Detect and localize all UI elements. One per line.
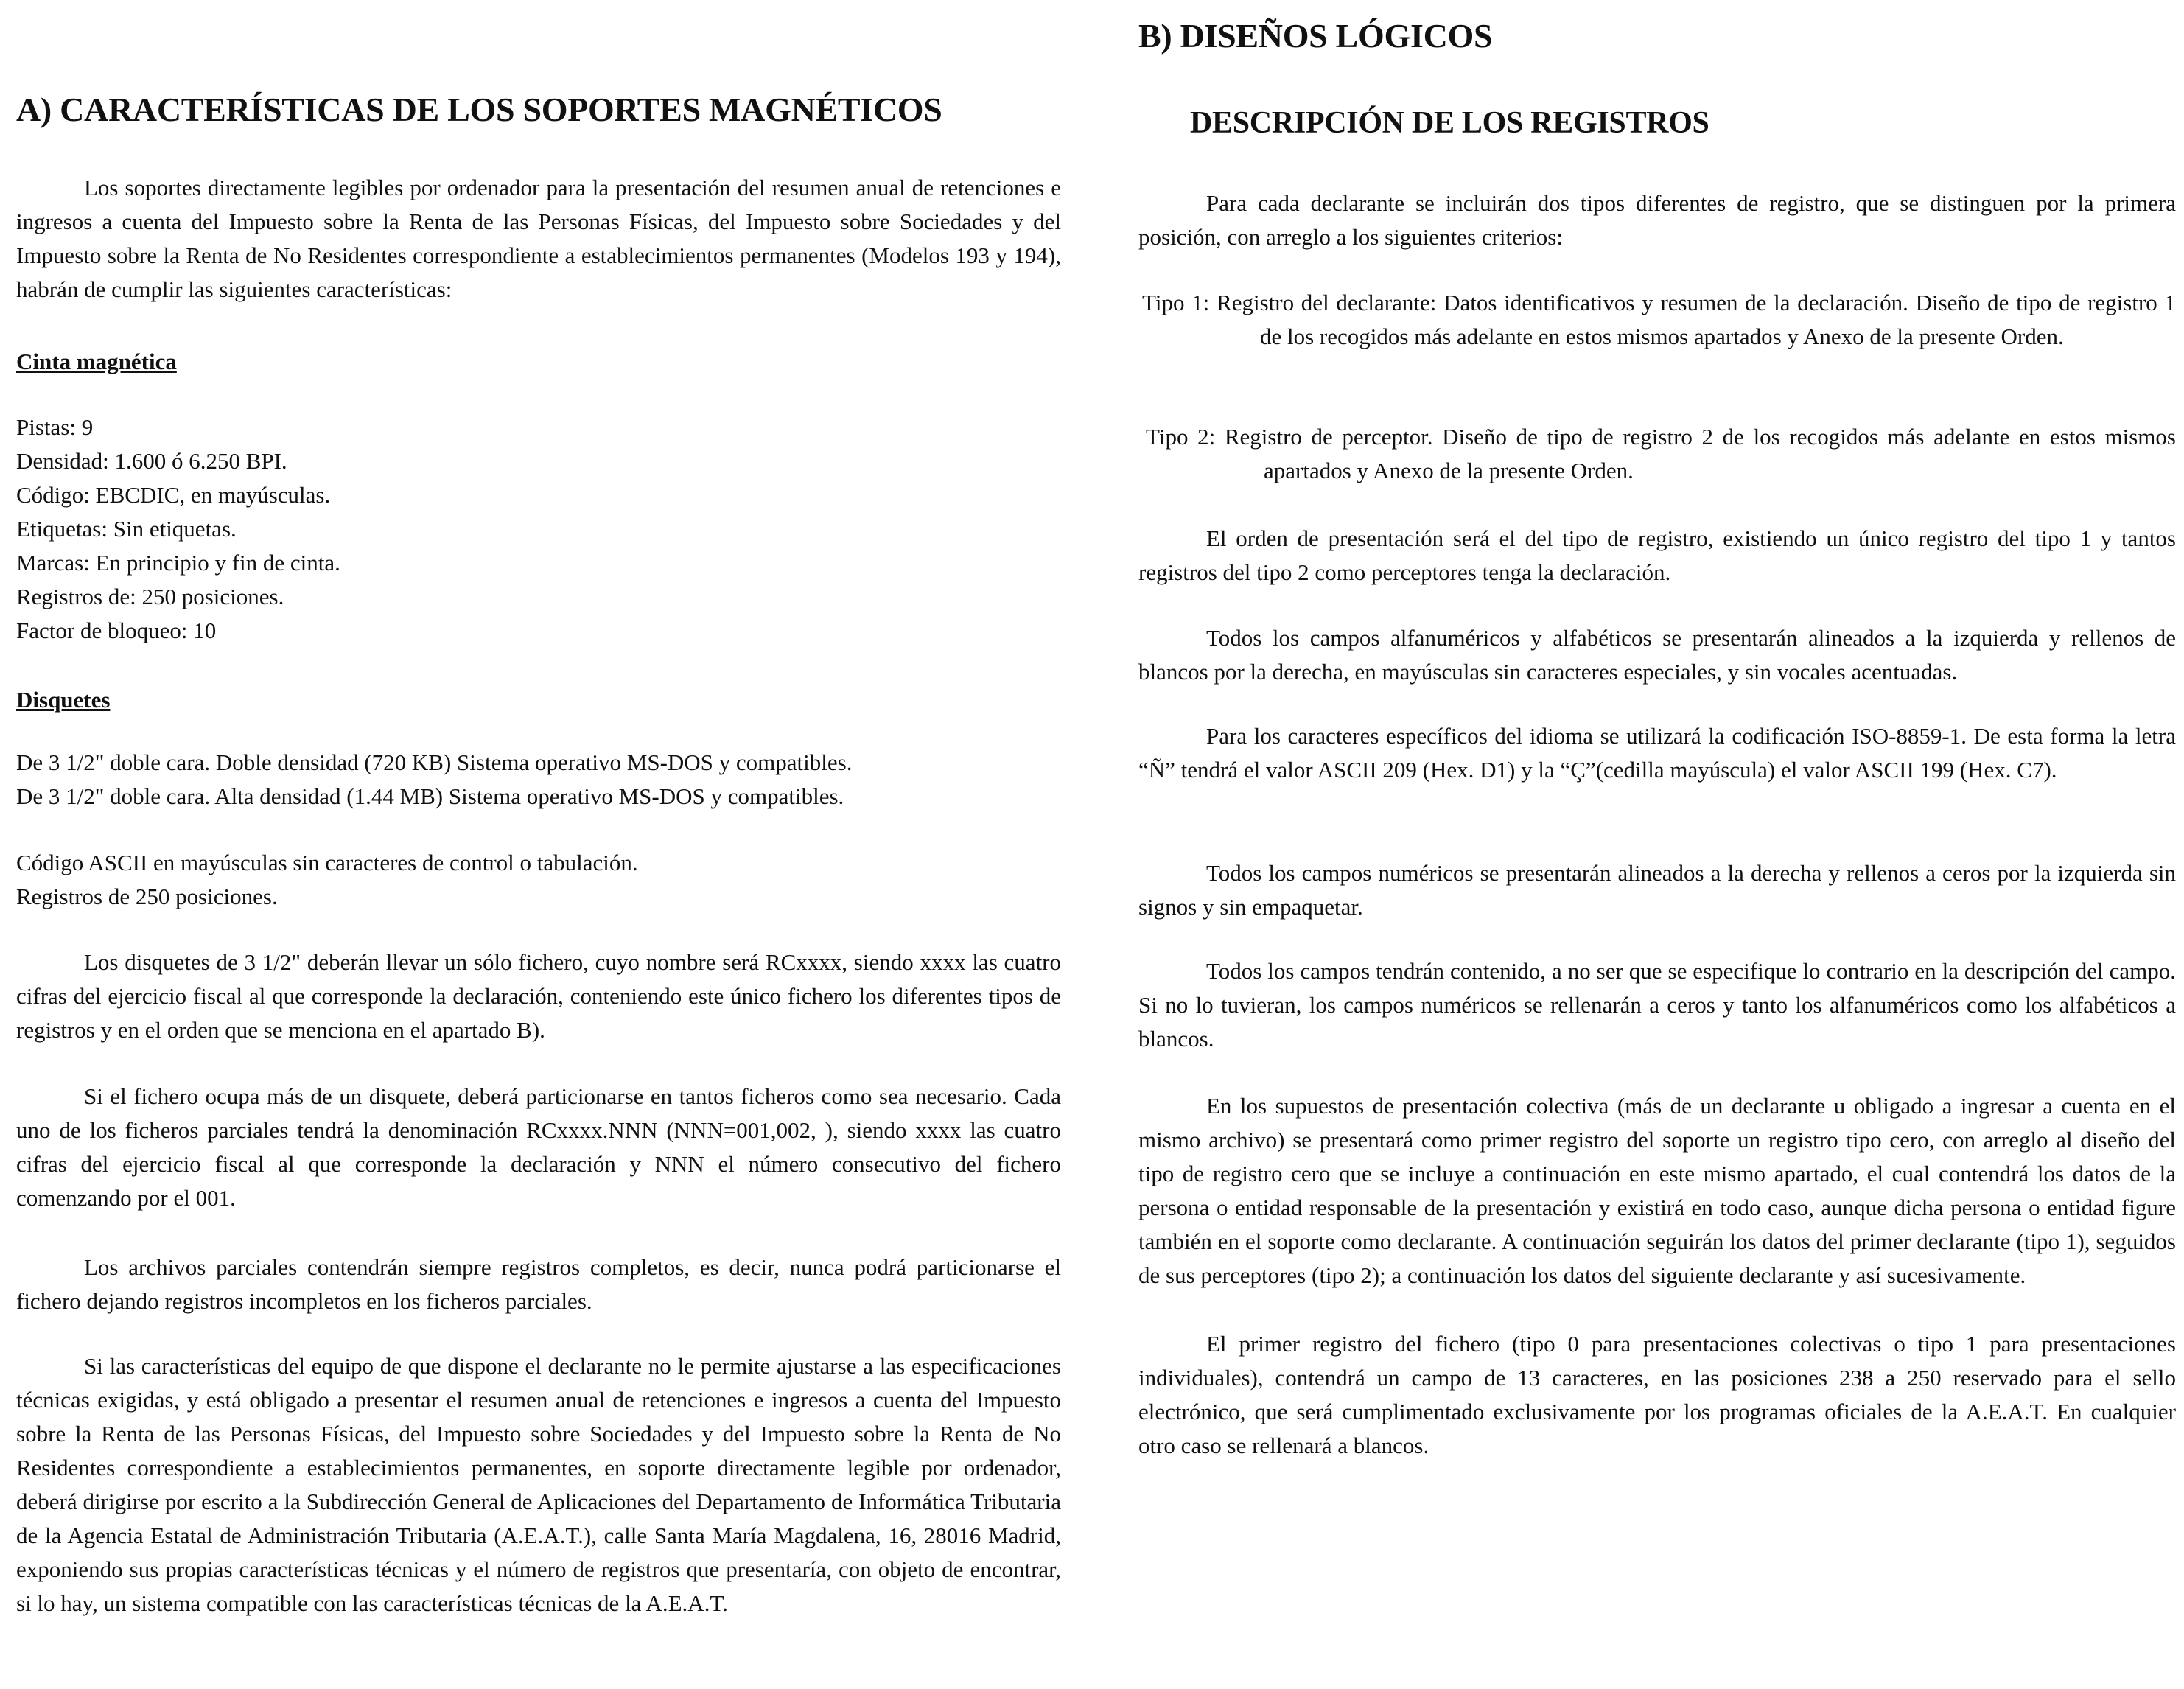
- para-alfanumericos: Todos los campos alfanuméricos y alfabéticos se presentarán alineados a la izquierda y rellenos de blancos por la derecha, en mayúsculas sin caracteres especiales, y sin vocales acentuadas.: [1138, 625, 2176, 685]
- cinta-spec-line: Pistas: 9: [16, 414, 94, 440]
- cinta-spec-line: Registros de: 250 posiciones.: [16, 584, 284, 609]
- cinta-spec-list: [16, 410, 1061, 648]
- section-b-subtitle: DESCRIPCIÓN DE LOS REGISTROS: [1190, 106, 1709, 140]
- tipo-2-description: Tipo 2: Registro de perceptor. Diseño de tipo de registro 2 de los recogidos más adelante en estos mismos apartados y Anexo de la presente Orden.: [1146, 424, 2176, 483]
- disquetes-spec-list: [16, 746, 1061, 814]
- para-particion: Si el fichero ocupa más de un disquete, deberá particionarse en tantos ficheros como sea necesario. Cada uno de los ficheros parciales tendrá la denominación RCxxxx.NNN (NNN=001,002, ), siendo xxxx las cuatro cifras del ejercicio fiscal al que corresponde la declaración y NNN el número consecutivo del fichero comenzando por el 001.: [16, 1083, 1061, 1211]
- cinta-spec-line: Marcas: En principio y fin de cinta.: [16, 550, 340, 576]
- section-b-intro: Para cada declarante se incluirán dos tipos diferentes de registro, que se distinguen por la primera posición, con arreglo a los siguientes criterios:: [1138, 190, 2176, 250]
- para-sello: El primer registro del fichero (tipo 0 para presentaciones colectivas o tipo 1 para presentaciones individuales), contendrá un campo de 13 caracteres, en las posiciones 238 a 250 reservado para el sello electrónico, que será cumplimentado exclusivamente por los programas oficiales de la A.E.A.T. En cualquier otro caso se rellenará a blancos.: [1138, 1331, 2176, 1458]
- disquetes-encoding-line: Código ASCII en mayúsculas sin caracteres de control o tabulación.: [16, 850, 638, 875]
- para-numericos: Todos los campos numéricos se presentarán alineados a la derecha y rellenos a ceros por la izquierda sin signos y sin empaquetar.: [1138, 860, 2176, 920]
- cinta-spec-line: Factor de bloqueo: 10: [16, 618, 217, 643]
- cinta-spec-line: Código: EBCDIC, en mayúsculas.: [16, 482, 331, 508]
- para-equipo: Si las características del equipo de que dispone el declarante no le permite ajustarse a las especificaciones técnicas exigidas, y está obligado a presentar el resumen anual de retenciones e ingresos a cuenta del Impuesto sobre la Renta de las Personas Físicas, del Impuesto sobre Sociedades y del Impuesto sobre la Renta de No Residentes correspondiente a establecimientos permanentes, en soporte directamente legible por ordenador, deberá dirigirse por escrito a la Subdirección General de Aplicaciones del Departamento de Informática Tributaria de la Agencia Estatal de Administración Tributaria (A.E.A.T.), calle Santa María Magdalena, 16, 28016 Madrid, exponiendo sus propias características técnicas y el número de registros que presentaría, con objeto de encontrar, si lo hay, un sistema compatible con las características técnicas de la A.E.A.T.: [16, 1353, 1061, 1616]
- para-parciales: Los archivos parciales contendrán siempre registros completos, es decir, nunca podrá particionarse el fichero dejando registros incompletos en los ficheros parciales.: [16, 1254, 1061, 1314]
- para-contenido: Todos los campos tendrán contenido, a no ser que se especifique lo contrario en la descripción del campo. Si no lo tuvieran, los campos numéricos se rellenarán a ceros y tanto los alfanuméricos como los alfabéticos a blancos.: [1138, 958, 2176, 1052]
- cinta-spec-line: Densidad: 1.600 ó 6.250 BPI.: [16, 448, 287, 474]
- para-iso: Para los caracteres específicos del idioma se utilizará la codificación ISO-8859-1. De esta forma la letra “Ñ” tendrá el valor ASCII 209 (Hex. D1) y la “Ç”(cedilla mayúscula) el valor ASCII 199 (Hex. C7).: [1138, 723, 2176, 783]
- section-a-intro: Los soportes directamente legibles por ordenador para la presentación del resumen anual de retenciones e ingresos a cuenta del Impuesto sobre la Renta de las Personas Físicas, del Impuesto sobre Sociedades y del Impuesto sobre la Renta de No Residentes correspondiente a establecimientos permanentes (Modelos 193 y 194), habrán de cumplir las siguientes características:: [16, 175, 1061, 302]
- disquetes-spec-line: De 3 1/2" doble cara. Alta densidad (1.44 MB) Sistema operativo MS-DOS y compatibles.: [16, 783, 844, 809]
- section-a-title: A) CARACTERÍSTICAS DE LOS SOPORTES MAGNÉTICOS: [16, 91, 942, 128]
- disquetes-encoding-line: Registros de 250 posiciones.: [16, 884, 278, 909]
- disquetes-heading: Disquetes: [16, 687, 111, 713]
- cinta-heading: Cinta magnética: [16, 349, 177, 374]
- disquetes-spec-line: De 3 1/2" doble cara. Doble densidad (720 KB) Sistema operativo MS-DOS y compatibles.: [16, 749, 853, 775]
- cinta-spec-line: Etiquetas: Sin etiquetas.: [16, 516, 237, 542]
- disquetes-encoding-list: [16, 846, 1061, 914]
- para-colectiva: En los supuestos de presentación colectiva (más de un declarante u obligado a ingresar a cuenta en el mismo archivo) se presentará como primer registro del soporte un registro tipo cero, con arreglo al diseño del tipo de registro cero que se incluye a continuación en este mismo apartado, el cual contendrá los datos de la persona o entidad responsable de la presentación y existirá en todo caso, aunque dicha persona o entidad figure también en el soporte como declarante. A continuación seguirán los datos del primer declarante (tipo 1), seguidos de sus perceptores (tipo 2); a continuación los datos del siguiente declarante y así sucesivamente.: [1138, 1093, 2176, 1288]
- para-orden: El orden de presentación será el del tipo de registro, existiendo un único registro del tipo 1 y tantos registros del tipo 2 como perceptores tenga la declaración.: [1138, 525, 2176, 585]
- para-fichero: Los disquetes de 3 1/2" deberán llevar un sólo fichero, cuyo nombre será RCxxxx, siendo xxxx las cuatro cifras del ejercicio fiscal al que corresponde la declaración, conteniendo este único fichero los diferentes tipos de registros y en el orden que se menciona en el apartado B).: [16, 949, 1061, 1043]
- tipo-1-description: Tipo 1: Registro del declarante: Datos identificativos y resumen de la declaración. Diseño de tipo de registro 1 de los recogidos más adelante en estos mismos apartados y Anexo de la presente Orden.: [1142, 290, 2176, 349]
- section-b-title: B) DISEÑOS LÓGICOS: [1138, 17, 1493, 55]
